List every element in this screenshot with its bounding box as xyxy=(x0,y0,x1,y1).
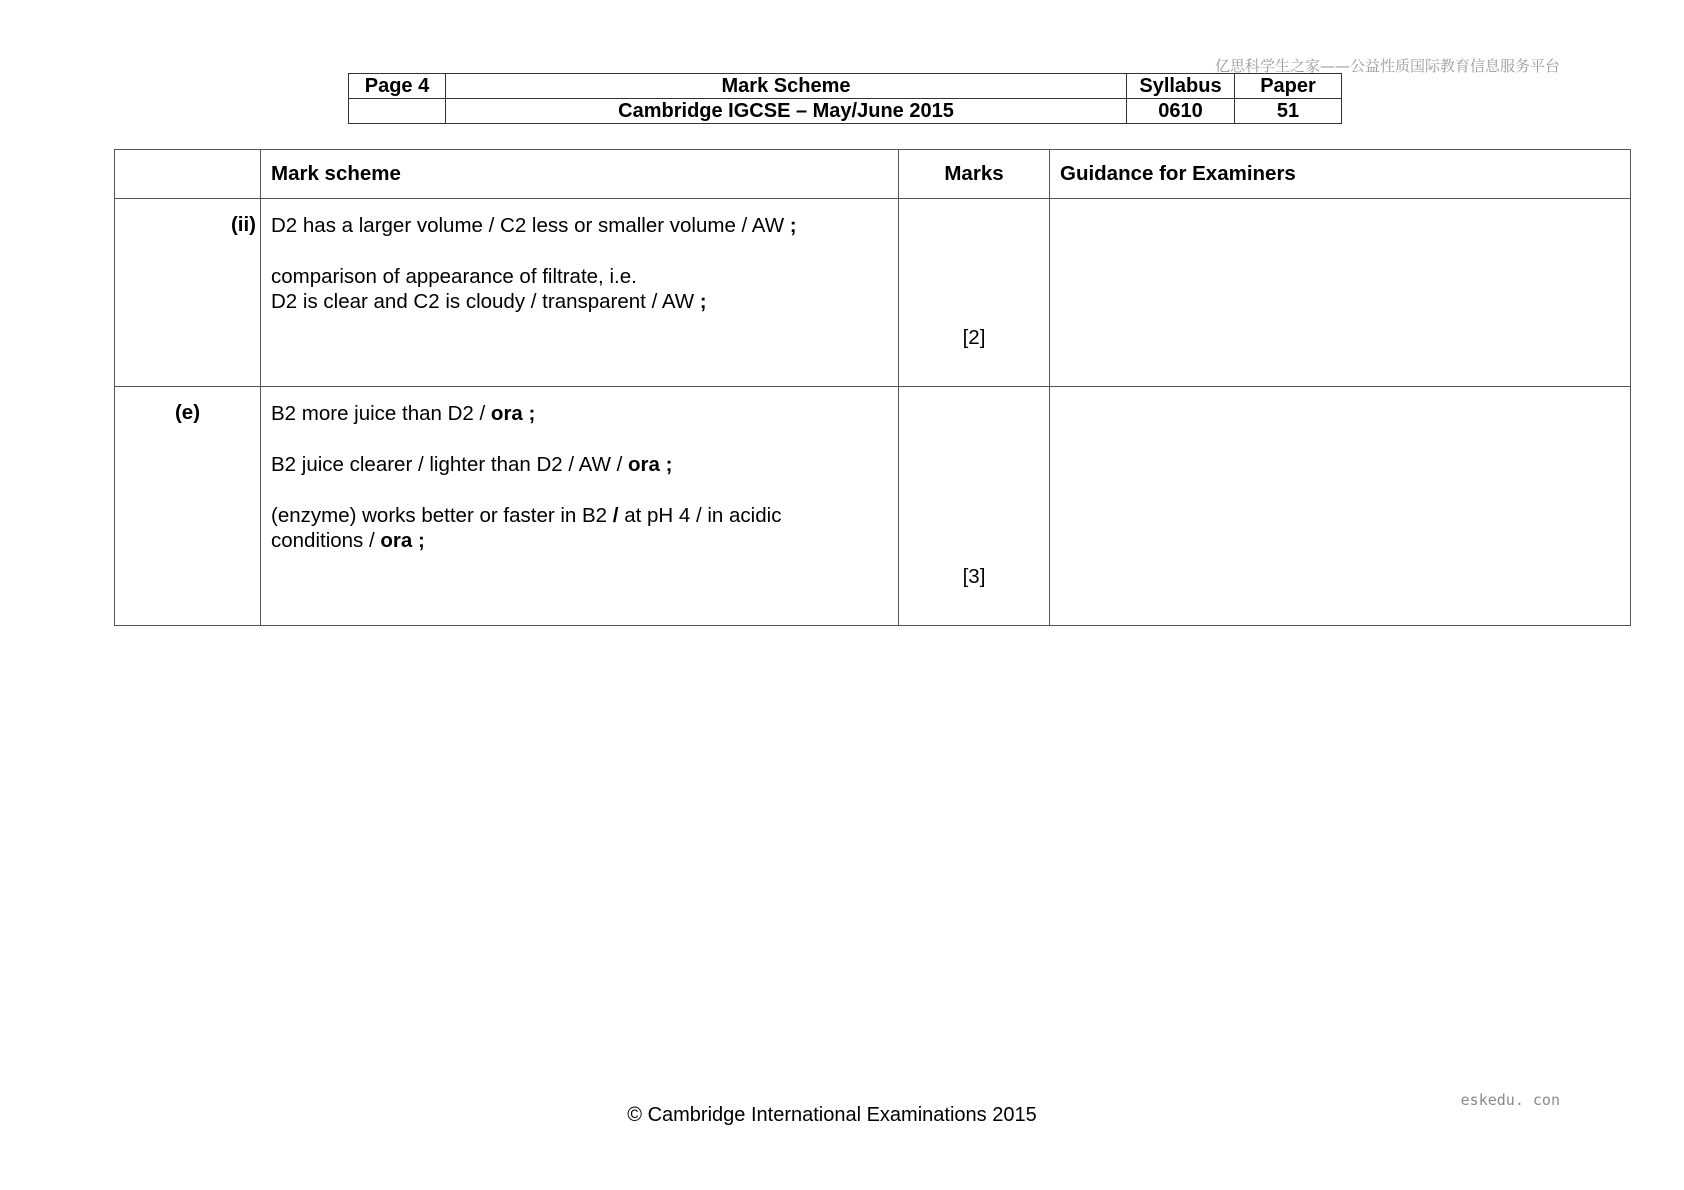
scheme-line: B2 more juice than D2 / ora ; xyxy=(271,402,536,425)
scheme-line: (enzyme) works better or faster in B2 / at pH 4 / in acidic xyxy=(271,504,782,527)
column-header-marks: Marks xyxy=(899,150,1050,199)
question-number: (ii) xyxy=(115,199,261,387)
table-row xyxy=(115,387,1631,626)
watermark-top: 亿思科学生之家——公益性质国际教育信息服务平台 xyxy=(1214,57,1560,75)
paper-value: 51 xyxy=(1235,99,1342,124)
paper-label: Paper xyxy=(1235,74,1342,99)
mark-scheme-cell xyxy=(261,387,899,626)
table-row xyxy=(115,199,1631,387)
column-header-mark-scheme: Mark scheme xyxy=(261,150,899,199)
syllabus-value: 0610 xyxy=(1127,99,1235,124)
page-label: Page 4 xyxy=(349,74,446,99)
scheme-line: D2 is clear and C2 is cloudy / transparent / AW ; xyxy=(271,290,707,313)
scheme-line: conditions / ora ; xyxy=(271,529,425,552)
watermark-bottom: eskedu. con xyxy=(1460,1091,1560,1109)
mark-scheme-table xyxy=(114,149,1631,626)
question-number: (e) xyxy=(115,387,261,626)
marks-cell xyxy=(899,387,1050,626)
column-header-question xyxy=(115,150,261,199)
syllabus-label: Syllabus xyxy=(1127,74,1235,99)
guidance-cell xyxy=(1050,199,1631,387)
marks-value: [2] xyxy=(962,326,986,349)
copyright-footer: © Cambridge International Examinations 2015 xyxy=(627,1104,1037,1126)
table-header-row xyxy=(115,150,1631,199)
marks-cell xyxy=(899,199,1050,387)
column-header-guidance: Guidance for Examiners xyxy=(1050,150,1631,199)
document-title: Mark Scheme xyxy=(446,74,1127,99)
scheme-line: D2 has a larger volume / C2 less or smaller volume / AW ; xyxy=(271,214,797,237)
scheme-line: comparison of appearance of filtrate, i.e. xyxy=(271,265,637,288)
guidance-cell xyxy=(1050,387,1631,626)
header-table xyxy=(348,73,1342,124)
scheme-line: B2 juice clearer / lighter than D2 / AW / ora ; xyxy=(271,453,673,476)
marks-value: [3] xyxy=(962,565,986,588)
mark-scheme-cell xyxy=(261,199,899,387)
document-subtitle: Cambridge IGCSE – May/June 2015 xyxy=(446,99,1127,124)
empty-cell xyxy=(349,99,446,124)
